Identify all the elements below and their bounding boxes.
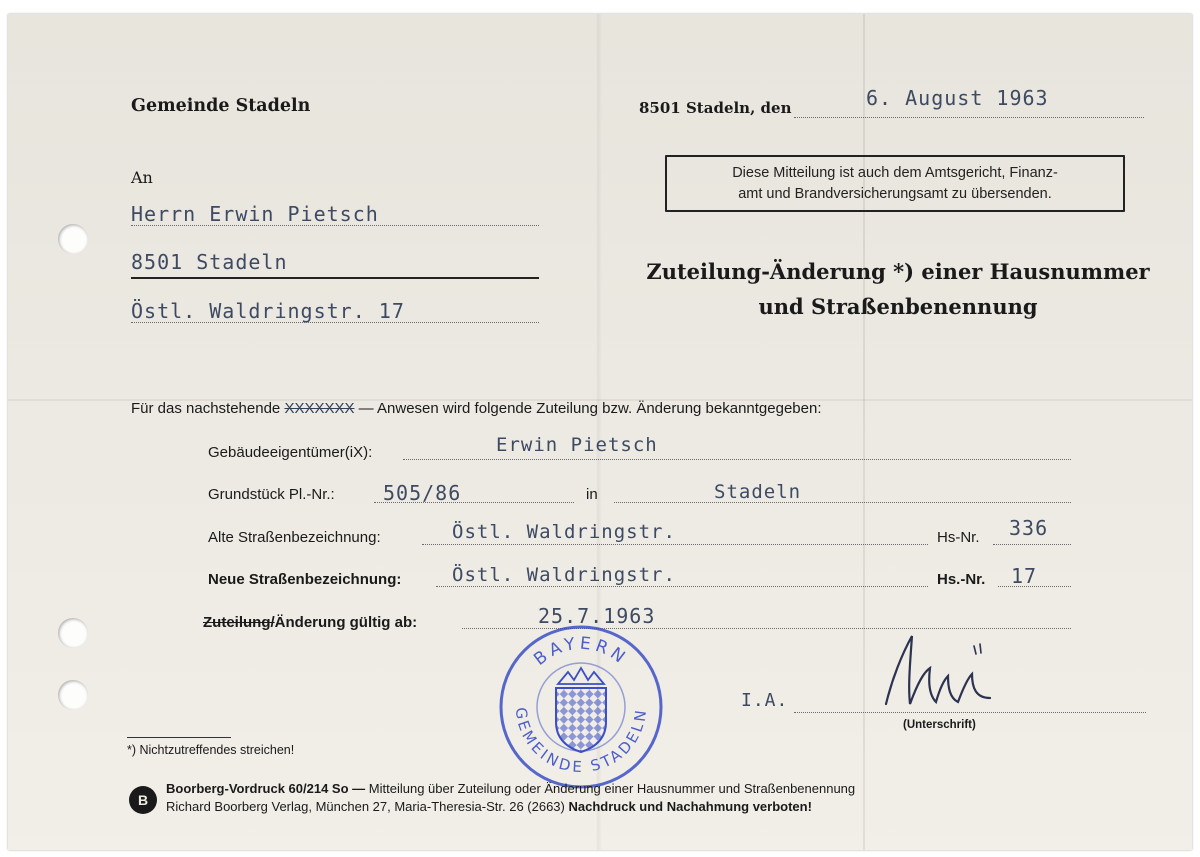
address-line-2-rule (131, 277, 539, 279)
footnote-rule (127, 737, 231, 738)
parcel-place-dotted-line (614, 502, 1071, 503)
municipality-name: Gemeinde Stadeln (131, 96, 311, 116)
punch-hole-bottom (58, 680, 88, 710)
official-stamp (496, 622, 666, 792)
signature-ia: I.A. (741, 690, 789, 711)
valid-from-struck-word: Zuteilung/ (203, 614, 275, 631)
old-house-number-value: 336 (1009, 516, 1049, 540)
valid-from-label-text: Änderung gültig ab: (274, 614, 418, 631)
stamp-bottom-text: GEMEINDE STADELN (511, 706, 651, 777)
owner-dotted-line (403, 459, 1071, 460)
new-street-value: Östl. Waldringstr. (452, 564, 676, 586)
old-house-number-label: Hs-Nr. (937, 529, 980, 546)
parcel-in-label: in (586, 486, 598, 503)
old-street-dotted-line (422, 544, 928, 545)
new-street-dotted-line (436, 586, 928, 587)
footer-form-title: Mitteilung über Zuteilung oder Änderung einer Hausnummer und Straßenbenennung (368, 781, 856, 796)
footer-form-number: Boorberg-Vordruck 60/214 So — (166, 781, 366, 796)
parcel-label: Grundstück Pl.-Nr.: (208, 486, 335, 503)
notice-line-2: amt und Brandversicherungsamt zu übersenden. (738, 186, 1052, 202)
parcel-value: 505/86 (383, 481, 462, 505)
old-street-value: Östl. Waldringstr. (452, 521, 676, 543)
punch-hole-top (58, 224, 88, 254)
address-line-2: 8501 Stadeln (131, 250, 288, 274)
footer-publisher: Richard Boorberg Verlag, München 27, Maria-Theresia-Str. 26 (2663) (166, 799, 565, 814)
date-value: 6. August 1963 (866, 86, 1049, 110)
place-date-label: 8501 Stadeln, den (639, 99, 792, 117)
footer-copyright: Nachdruck und Nachahmung verboten! (568, 799, 812, 814)
document-sheet (8, 14, 1192, 850)
address-line-1: Herrn Erwin Pietsch (131, 202, 379, 226)
document-title-line-2: und Straßenbenennung (758, 294, 1038, 319)
intro-prefix: Für das nachstehende (131, 400, 281, 417)
new-house-number-value: 17 (1011, 564, 1038, 588)
owner-value: Erwin Pietsch (496, 434, 658, 456)
notice-line-1: Diese Mitteilung ist auch dem Amtsgericht, Finanz- (732, 165, 1058, 181)
valid-from-label (203, 614, 417, 631)
fold-line-vertical (863, 14, 865, 850)
footnote: *) Nichtzutreffendes streichen! (127, 743, 295, 757)
address-to-label: An (131, 168, 153, 187)
notice-box (665, 155, 1125, 212)
handwritten-signature (878, 624, 998, 714)
stamp-top-text: BAYERN (530, 633, 632, 670)
address-line-3-rule (131, 322, 539, 323)
document-title-line-1: Zuteilung-Änderung *) einer Hausnummer (646, 259, 1150, 284)
date-dotted-line (794, 117, 1144, 118)
crest-icon (556, 668, 606, 752)
address-line-3: Östl. Waldringstr. 17 (131, 299, 405, 323)
intro-struck-word: XXXXXXX (284, 400, 355, 417)
address-line-1-rule (131, 225, 539, 226)
parcel-place: Stadeln (714, 481, 802, 503)
new-house-number-label: Hs.-Nr. (937, 571, 986, 588)
publisher-logo-icon: B (129, 786, 157, 814)
new-street-label: Neue Straßenbezeichnung: (208, 571, 402, 588)
owner-label: Gebäudeeigentümer(iX): (208, 444, 373, 461)
signature-caption: (Unterschrift) (903, 719, 976, 731)
footer-line-1 (166, 781, 855, 796)
intro-sentence (131, 400, 822, 417)
punch-hole-middle (58, 618, 88, 648)
valid-from-value: 25.7.1963 (538, 604, 656, 628)
intro-suffix: — Anwesen wird folgende Zuteilung bzw. Änderung bekanntgegeben: (358, 400, 822, 417)
footer-line-2 (166, 799, 812, 814)
old-street-label: Alte Straßenbezeichnung: (208, 529, 381, 546)
old-house-number-dotted-line (993, 544, 1071, 545)
